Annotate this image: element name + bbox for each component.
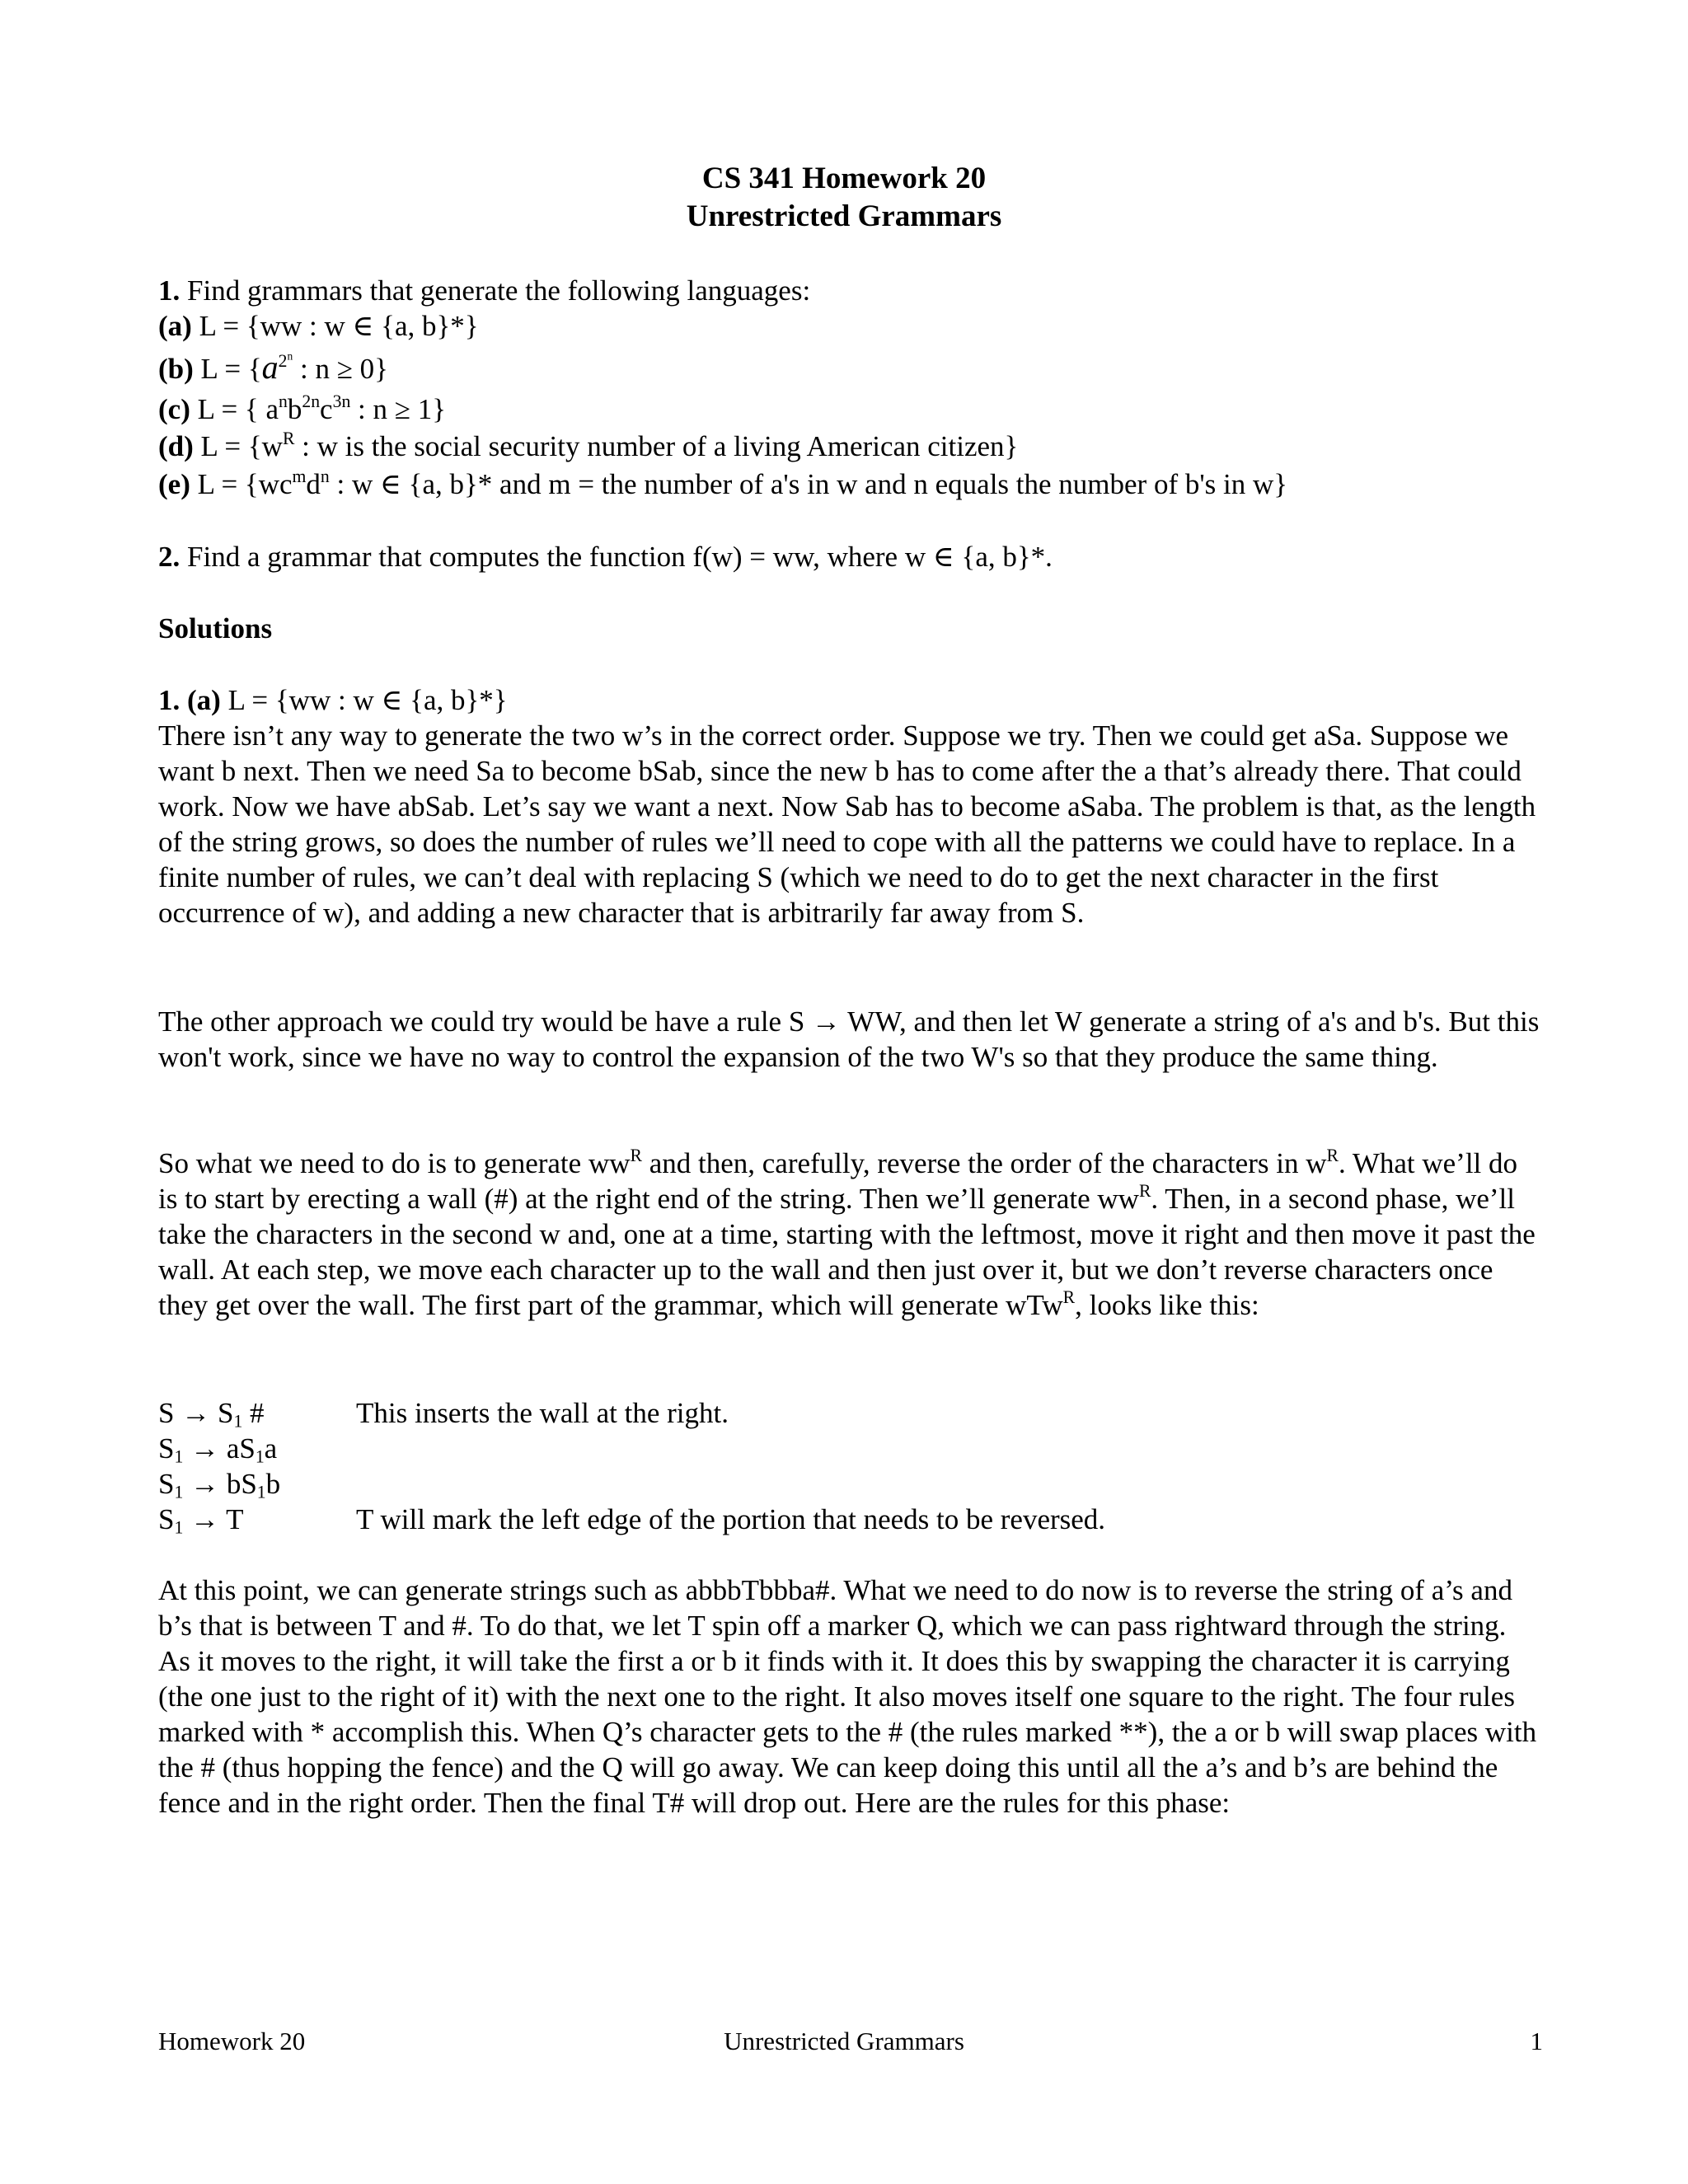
footer-left: Homework 20: [158, 2027, 306, 2055]
problem-1d: (d) $L = \{w^R$ : w is the social security number of a living American citizen}: [158, 428, 1019, 462]
problem-2: 2. Find a grammar that computes the function f(w) = ww, where w ∈ {a, b}*.: [158, 541, 1053, 573]
page-number: 1: [1530, 2027, 1543, 2055]
solution-1a-heading: 1. (a) L = {ww : w ∈ {a, b}*}: [158, 684, 508, 716]
solution-paragraph-1: There isn’t any way to generate the two w’s in the correct order. Suppose we try. Then we could get aSa. Suppose we want b next. Then we need Sa to become bSab, since the new b has to come after the a that’s already there. That could work. Now we have abSab. Let’s say we want a next. Now Sab has to become aSaba. The problem is that, as the length of the string grows, so does the number of rules we’ll need to cope with all the patterns we could have to replace. In a finite number of rules, we can’t deal with replacing S (which we need to do to get the next character in the first occurrence of w), and adding a new character that is arbitrarily far away from S.: [158, 719, 1536, 929]
document-subtitle: Unrestricted Grammars: [686, 199, 1002, 233]
problem-1b: (b) $L = \{a^{2^n}$ : n ≥ 0}: [158, 349, 388, 386]
rule-comment: This inserts the wall at the right.: [356, 1397, 729, 1429]
footer-center: Unrestricted Grammars: [724, 2027, 964, 2055]
problem-1e: (e) $L = \{wc^md^n$ : w ∈ {a, b}* and m = the number of a's in w and n equals the number of b's in w}: [158, 466, 1288, 500]
problem-1c: (c) L = { $a^nb^{2n}c^{3n}$ : n ≥ 1}: [158, 391, 447, 425]
grammar-rule: $S_1 \to bS_1b$: [158, 1468, 281, 1502]
grammar-rule: $S_1 \to aS_1a$: [158, 1432, 278, 1467]
problem-1-intro: 1. Find grammars that generate the following languages:: [158, 274, 811, 307]
grammar-rule: $S_1 \to T$ T will mark the left edge of the portion that needs to be reversed.: [158, 1503, 1106, 1538]
rule-comment: T will mark the left edge of the portion that needs to be reversed.: [356, 1503, 1106, 1535]
solution-paragraph-3: So what we need to do is to generate $ww^R$ and then, carefully, reverse the order of the characters in $w^R$. What we’ll do is to start by erecting a wall (#) at the right end of the string. Then we’ll generate $ww^R$. Then, in a second phase, we’ll take the characters in the second w and, one at a time, starting with the leftmost, move it right and then move it past the wall. At each step, we move each character up to the wall and then just over it, but we don’t reverse characters once they get over the wall. The first part of the grammar, which will generate wTw$^R$, looks like this:: [158, 1145, 1536, 1321]
problem-1a: (a) L = {ww : w ∈ {a, b}*}: [158, 310, 479, 342]
solution-paragraph-2: The other approach we could try would be have a rule S → WW, and then let W generate a string of a's and b's. But this won't work, since we have no way to control the expansion of the two W's so that they produce the same thing.: [158, 1005, 1540, 1073]
grammar-rule: $S \to S_1$ # This inserts the wall at the right.: [158, 1397, 729, 1432]
solutions-heading: Solutions: [158, 612, 273, 644]
solution-paragraph-4: At this point, we can generate strings such as abbbTbbba#. What we need to do now is to reverse the string of a’s and b’s that is between T and #. To do that, we let T spin off a marker Q, which we can pass rightward through the string. As it moves to the right, it will take the first a or b it finds with it. It does this by swapping the character it is carrying (the one just to the right of it) with the next one to the right. It also moves itself one square to the right. The four rules marked with * accomplish this. When Q’s character gets to the # (the rules marked **), the a or b will swap places with the # (thus hopping the fence) and the Q will go away. We can keep doing this until all the a’s and b’s are behind the fence and in the right order. Then the final T# will drop out. Here are the rules for this phase:: [158, 1574, 1537, 1819]
document-title: CS 341 Homework 20: [701, 162, 987, 195]
